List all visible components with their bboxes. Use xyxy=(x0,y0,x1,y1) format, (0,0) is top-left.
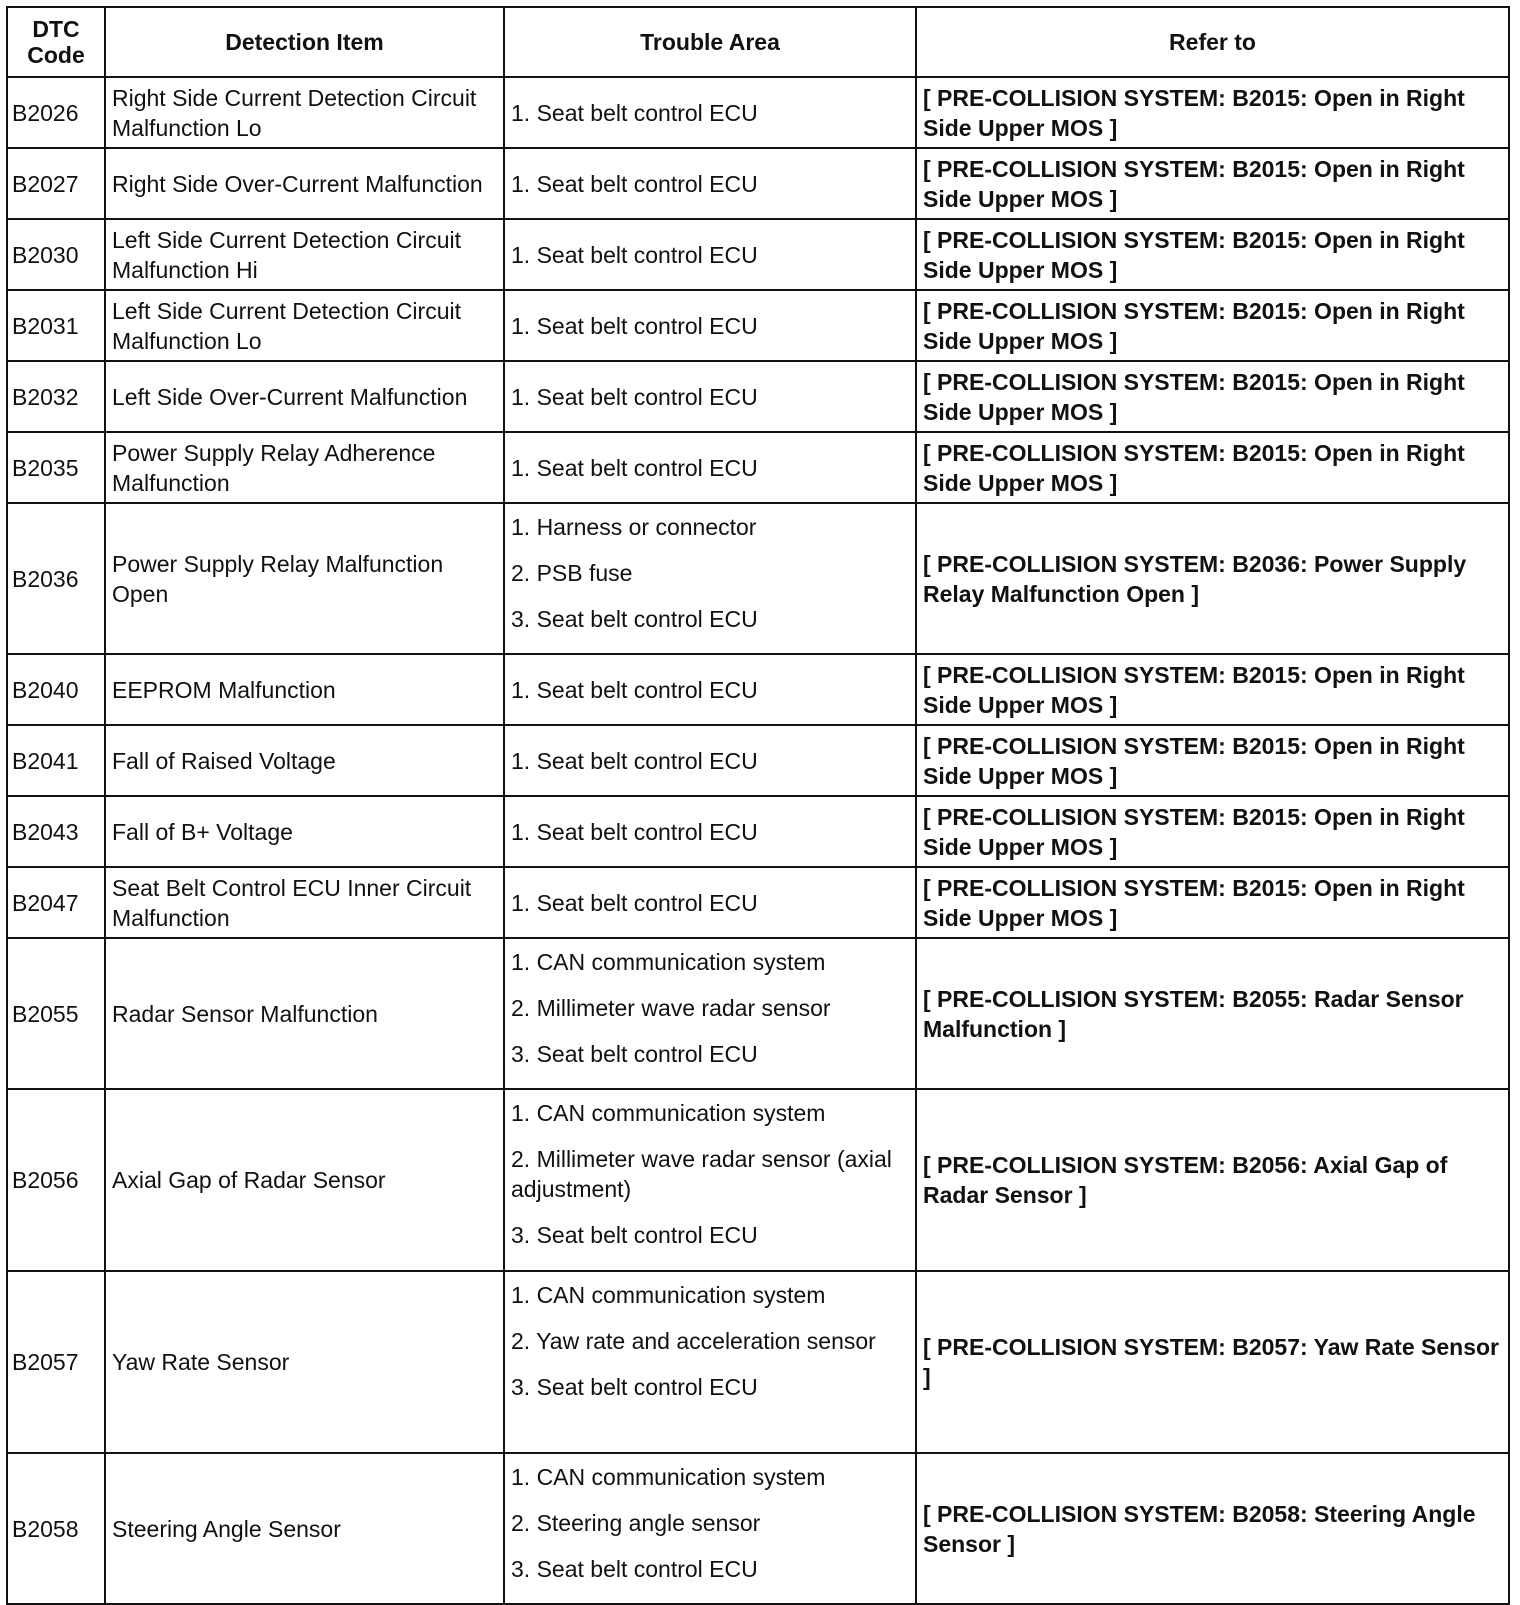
trouble-area-item: 2. Steering angle sensor xyxy=(511,1510,761,1536)
trouble-area-item: 3. Seat belt control ECU xyxy=(511,1041,758,1067)
dtc-code-cell: B2032 xyxy=(7,361,105,432)
trouble-area-cell xyxy=(504,148,916,219)
dtc-code-cell: B2047 xyxy=(7,867,105,938)
table-row xyxy=(7,290,1509,361)
table-row xyxy=(7,77,1509,148)
trouble-area-item: 1. Seat belt control ECU xyxy=(511,170,758,197)
detection-item-cell: Right Side Current Detection Circuit Malfunction Lo xyxy=(105,77,504,148)
dtc-code-cell: B2040 xyxy=(7,654,105,725)
dtc-code-cell: B2058 xyxy=(7,1453,105,1604)
refer-to-cell: [ PRE-COLLISION SYSTEM: B2015: Open in Right Side Upper MOS ] xyxy=(916,290,1509,361)
trouble-area-cell xyxy=(504,361,916,432)
detection-item-cell: Right Side Over-Current Malfunction xyxy=(105,148,504,219)
table-body xyxy=(7,77,1509,1604)
trouble-area-cell xyxy=(504,938,916,1089)
table-row xyxy=(7,725,1509,796)
dtc-code-cell: B2035 xyxy=(7,432,105,503)
detection-item-cell: Seat Belt Control ECU Inner Circuit Malfunction xyxy=(105,867,504,938)
refer-to-cell: [ PRE-COLLISION SYSTEM: B2056: Axial Gap of Radar Sensor ] xyxy=(916,1089,1509,1271)
trouble-area-item: 3. Seat belt control ECU xyxy=(511,1556,758,1582)
dtc-code-cell: B2036 xyxy=(7,503,105,654)
trouble-area-cell xyxy=(504,503,916,654)
detection-item-cell: Fall of B+ Voltage xyxy=(105,796,504,867)
detection-item-cell: Steering Angle Sensor xyxy=(105,1453,504,1604)
dtc-code-cell: B2027 xyxy=(7,148,105,219)
table-row xyxy=(7,938,1509,1089)
refer-to-cell: [ PRE-COLLISION SYSTEM: B2015: Open in Right Side Upper MOS ] xyxy=(916,654,1509,725)
refer-to-cell: [ PRE-COLLISION SYSTEM: B2015: Open in Right Side Upper MOS ] xyxy=(916,432,1509,503)
refer-to-cell: [ PRE-COLLISION SYSTEM: B2015: Open in Right Side Upper MOS ] xyxy=(916,219,1509,290)
trouble-area-item: 2. Millimeter wave radar sensor xyxy=(511,995,831,1021)
detection-item-cell: Power Supply Relay Adherence Malfunction xyxy=(105,432,504,503)
dtc-code-cell: B2031 xyxy=(7,290,105,361)
trouble-area-item: 1. Seat belt control ECU xyxy=(511,312,758,339)
detection-item-cell: Left Side Over-Current Malfunction xyxy=(105,361,504,432)
detection-item-cell: EEPROM Malfunction xyxy=(105,654,504,725)
refer-to-cell: [ PRE-COLLISION SYSTEM: B2058: Steering Angle Sensor ] xyxy=(916,1453,1509,1604)
table-row xyxy=(7,432,1509,503)
dtc-code-cell: B2056 xyxy=(7,1089,105,1271)
trouble-area-item: 1. Harness or connector xyxy=(511,514,757,540)
table-row xyxy=(7,1271,1509,1453)
refer-to-cell: [ PRE-COLLISION SYSTEM: B2036: Power Supply Relay Malfunction Open ] xyxy=(916,503,1509,654)
trouble-area-cell xyxy=(504,796,916,867)
trouble-area-item: 1. CAN communication system xyxy=(511,1282,826,1308)
dtc-code-cell: B2026 xyxy=(7,77,105,148)
trouble-area-item: 1. Seat belt control ECU xyxy=(511,454,758,481)
refer-to-cell: [ PRE-COLLISION SYSTEM: B2015: Open in Right Side Upper MOS ] xyxy=(916,796,1509,867)
trouble-area-item: 3. Seat belt control ECU xyxy=(511,606,758,632)
table-row xyxy=(7,219,1509,290)
trouble-area-cell xyxy=(504,432,916,503)
dtc-code-cell: B2057 xyxy=(7,1271,105,1453)
trouble-area-item: 3. Seat belt control ECU xyxy=(511,1222,758,1248)
trouble-area-item: 2. Yaw rate and acceleration sensor xyxy=(511,1328,876,1354)
dtc-code-cell: B2041 xyxy=(7,725,105,796)
trouble-area-cell xyxy=(504,219,916,290)
refer-to-cell: [ PRE-COLLISION SYSTEM: B2015: Open in Right Side Upper MOS ] xyxy=(916,148,1509,219)
trouble-area-item: 3. Seat belt control ECU xyxy=(511,1374,758,1400)
trouble-area-item: 1. Seat belt control ECU xyxy=(511,676,758,703)
trouble-area-cell xyxy=(504,1453,916,1604)
trouble-area-cell xyxy=(504,1089,916,1271)
detection-item-cell: Left Side Current Detection Circuit Malfunction Hi xyxy=(105,219,504,290)
header-row xyxy=(7,7,1509,77)
table-row xyxy=(7,361,1509,432)
refer-to-cell: [ PRE-COLLISION SYSTEM: B2015: Open in Right Side Upper MOS ] xyxy=(916,867,1509,938)
detection-item-cell: Yaw Rate Sensor xyxy=(105,1271,504,1453)
table-row xyxy=(7,1453,1509,1604)
trouble-area-cell xyxy=(504,77,916,148)
table-row xyxy=(7,1089,1509,1271)
trouble-area-item: 2. Millimeter wave radar sensor (axial adjustment) xyxy=(511,1146,892,1202)
table-row xyxy=(7,503,1509,654)
trouble-area-item: 1. Seat belt control ECU xyxy=(511,241,758,268)
refer-to-cell: [ PRE-COLLISION SYSTEM: B2055: Radar Sensor Malfunction ] xyxy=(916,938,1509,1089)
detection-item-cell: Radar Sensor Malfunction xyxy=(105,938,504,1089)
trouble-area-cell xyxy=(504,867,916,938)
header-trouble-area: Trouble Area xyxy=(504,7,916,77)
dtc-code-cell: B2043 xyxy=(7,796,105,867)
refer-to-cell: [ PRE-COLLISION SYSTEM: B2015: Open in Right Side Upper MOS ] xyxy=(916,77,1509,148)
header-dtc-code: DTC Code xyxy=(7,7,105,77)
detection-item-cell: Axial Gap of Radar Sensor xyxy=(105,1089,504,1271)
table-row xyxy=(7,654,1509,725)
refer-to-cell: [ PRE-COLLISION SYSTEM: B2015: Open in Right Side Upper MOS ] xyxy=(916,361,1509,432)
header-refer-to: Refer to xyxy=(916,7,1509,77)
dtc-table xyxy=(6,6,1510,1605)
dtc-code-cell: B2030 xyxy=(7,219,105,290)
trouble-area-cell xyxy=(504,654,916,725)
table-row xyxy=(7,148,1509,219)
detection-item-cell: Fall of Raised Voltage xyxy=(105,725,504,796)
trouble-area-cell xyxy=(504,1271,916,1453)
dtc-code-cell: B2055 xyxy=(7,938,105,1089)
trouble-area-item: 1. Seat belt control ECU xyxy=(511,99,758,126)
refer-to-cell: [ PRE-COLLISION SYSTEM: B2057: Yaw Rate Sensor ] xyxy=(916,1271,1509,1453)
trouble-area-item: 1. Seat belt control ECU xyxy=(511,383,758,410)
trouble-area-item: 1. CAN communication system xyxy=(511,1100,826,1126)
header-detection-item: Detection Item xyxy=(105,7,504,77)
trouble-area-cell xyxy=(504,290,916,361)
refer-to-cell: [ PRE-COLLISION SYSTEM: B2015: Open in Right Side Upper MOS ] xyxy=(916,725,1509,796)
trouble-area-item: 1. Seat belt control ECU xyxy=(511,818,758,845)
trouble-area-item: 1. Seat belt control ECU xyxy=(511,889,758,916)
trouble-area-item: 2. PSB fuse xyxy=(511,560,633,586)
trouble-area-item: 1. Seat belt control ECU xyxy=(511,747,758,774)
trouble-area-item: 1. CAN communication system xyxy=(511,949,826,975)
detection-item-cell: Left Side Current Detection Circuit Malfunction Lo xyxy=(105,290,504,361)
table-header xyxy=(7,7,1509,77)
trouble-area-cell xyxy=(504,725,916,796)
table-row xyxy=(7,796,1509,867)
table-row xyxy=(7,867,1509,938)
detection-item-cell: Power Supply Relay Malfunction Open xyxy=(105,503,504,654)
trouble-area-item: 1. CAN communication system xyxy=(511,1464,826,1490)
